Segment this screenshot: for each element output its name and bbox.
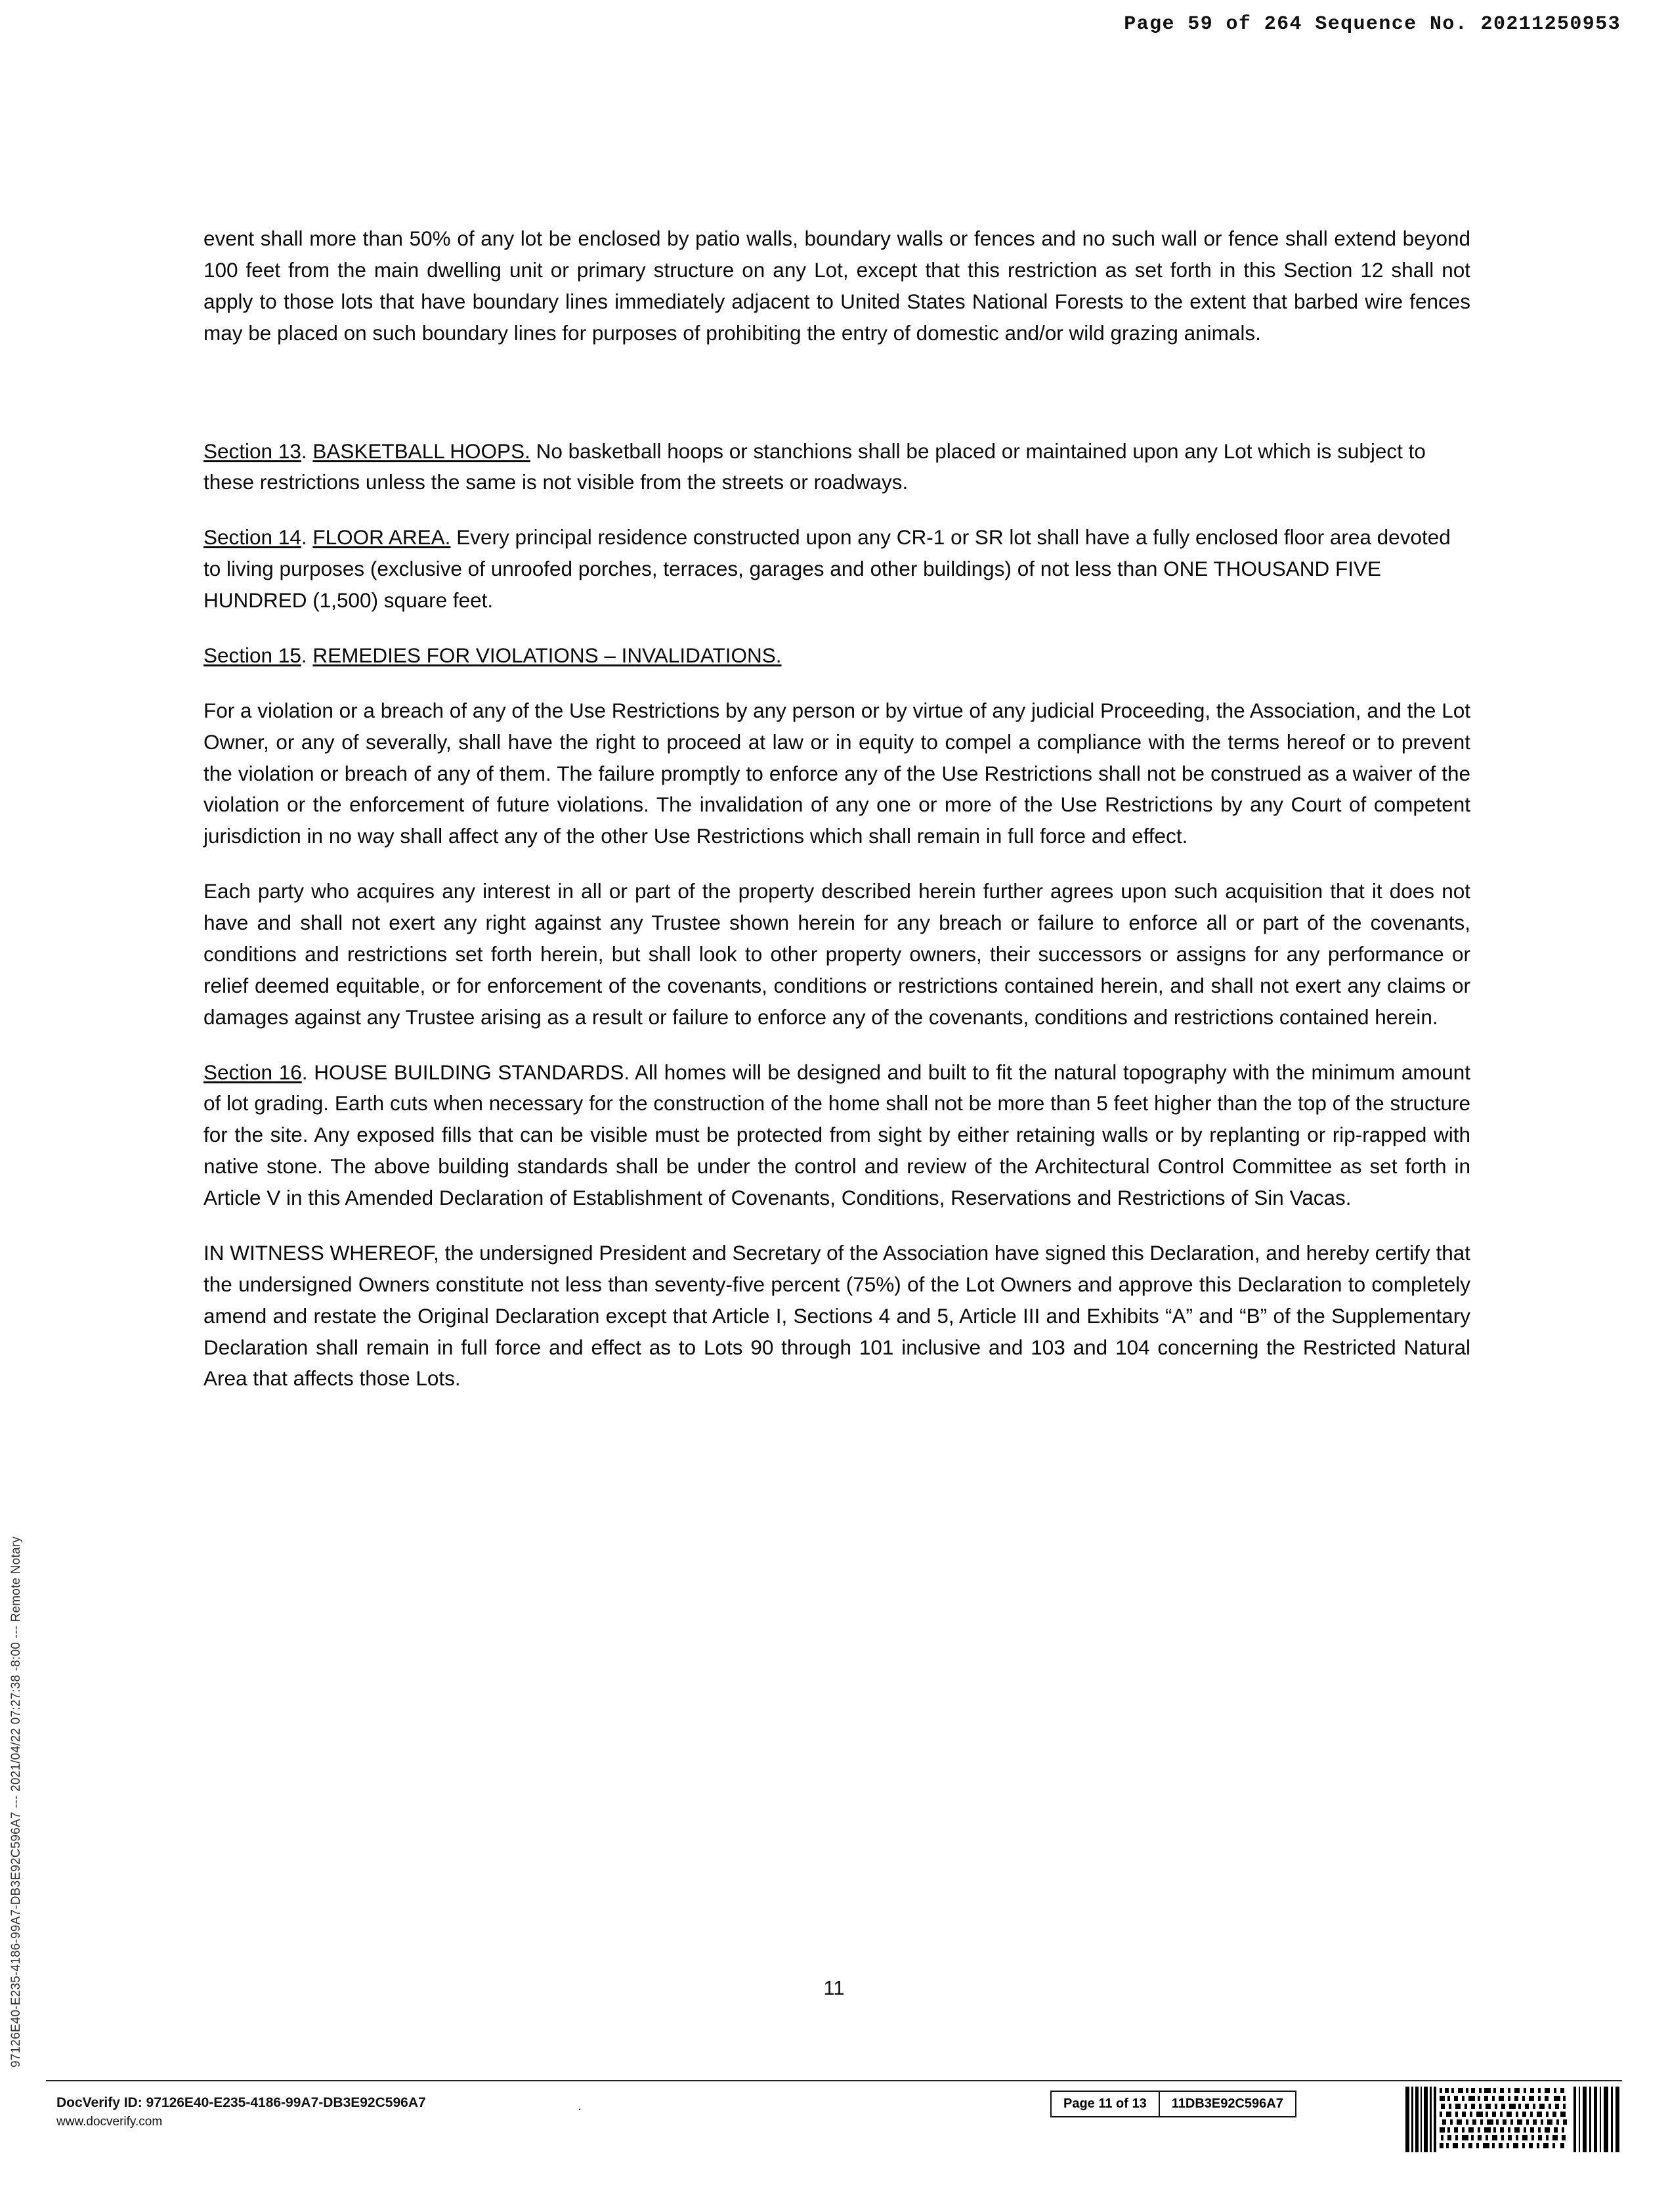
footer-dot: . [578, 2097, 582, 2114]
paragraph-each-party: Each party who acquires any interest in all or part of the property described herein further agrees upon such acquisition that it does not have and shall not exert any right against any Trustee shown herein for any breach or failure to enforce all or part of the covenants, conditions and restrictions set forth herein, but shall look to other property owners, their successors or assigns for any performance or relief deemed equitable, or for enforcement of the covenants, conditions or restrictions contained herein, and shall not exert any claims or damages against any Trustee arising as a result or failure to enforce any of the covenants, conditions and restrictions contained herein. [203, 879, 1470, 1029]
section-15-title: REMEDIES FOR VIOLATIONS – INVALIDATIONS. [312, 643, 782, 667]
remote-notary-side-stamp: 97126E40-E235-4186-99A7-DB3E92C596A7 --- 2021/04/22 07:27:38 -8:00 --- Remote Notary [9, 1536, 23, 2068]
docverify-id-block [56, 2093, 426, 2131]
section-14-text: Every principal residence constructed upon any CR-1 or SR lot shall have a fully enclosed floor area devoted to living purposes (exclusive of unroofed porches, terraces, garages and other buildings) of not less than ONE THOUSAND FIVE HUNDRED (1,500) square feet. [203, 525, 1451, 612]
document-body [203, 223, 1470, 1418]
section-13-number: Section 13 [203, 439, 301, 463]
footer-doc-code: 11DB3E92C596A7 [1160, 2091, 1296, 2117]
paragraph-witness: IN WITNESS WHEREOF, the undersigned President and Secretary of the Association have signed this Declaration, and hereby certify that the undersigned Owners constitute not less than seventy-five percent (75%) of the Lot Owners and approve this Declaration to completely amend and restate the Original Declaration except that Article I, Sections 4 and 5, Article III and Exhibits “A” and “B” of the Supplementary Declaration shall remain in full force and effect as to Lots 90 through 101 inclusive and 103 and 104 concerning the Restricted Natural Area that affects those Lots. [203, 1240, 1470, 1391]
section-14-number: Section 14 [203, 525, 301, 550]
paragraph-section-15-heading: Section 15. REMEDIES FOR VIOLATIONS – INVALIDATIONS. [203, 643, 782, 667]
paragraph-patio-walls: event shall more than 50% of any lot be enclosed by patio walls, boundary walls or fences and no such wall or fence shall extend beyond 100 feet from the main dwelling unit or primary structure on any Lot, except that this restriction as set forth in this Section 12 shall not apply to those lots that have boundary lines immediately adjacent to United States National Forests to the extent that barbed wire fences may be placed on such boundary lines for purposes of prohibiting the entry of domestic and/or wild grazing animals. [203, 227, 1470, 345]
paragraph-section-14: Section 14. FLOOR AREA. Every principal residence constructed upon any CR-1 or SR lot shall have a fully enclosed floor area devoted to living purposes (exclusive of unroofed porches, terraces, garages and other buildings) of not less than ONE THOUSAND FIVE HUNDRED (1,500) square feet. [203, 525, 1451, 612]
section-15-number: Section 15 [203, 643, 301, 667]
section-13-title: BASKETBALL HOOPS. [312, 439, 530, 463]
page-number: 11 [823, 1976, 845, 1999]
paragraph-violation: For a violation or a breach of any of the Use Restrictions by any person or by virtue of any judicial Proceeding, the Association, and the Lot Owner, or any of severally, shall have the right to proceed at law or in equity to compel a compliance with the terms hereof or to prevent the violation or breach of any of them. The failure promptly to enforce any of the Use Restrictions shall not be construed as a waiver of the violation or the enforcement of future violations. The invalidation of any one or more of the Use Restrictions by any Court of competent jurisdiction in no way shall affect any of the other Use Restrictions which shall remain in full force and effect. [203, 698, 1470, 848]
footer-page-of: Page 11 of 13 [1050, 2091, 1160, 2117]
docverify-website[interactable]: www.docverify.com [56, 2115, 163, 2129]
footer-page-boxes [1050, 2091, 1296, 2117]
paragraph-spacer [203, 373, 1470, 436]
section-16-title: HOUSE BUILDING STANDARDS. [314, 1060, 630, 1084]
section-16-number: Section 16 [203, 1060, 302, 1084]
paragraph-section-13: Section 13. BASKETBALL HOOPS. No basketball hoops or stanchions shall be placed or maintained upon any Lot which is subject to these restrictions unless the same is not visible from the streets or roadways. [203, 439, 1426, 494]
docverify-footer [46, 2088, 1622, 2160]
paragraph-section-16: Section 16. HOUSE BUILDING STANDARDS. All homes will be designed and built to fit the natural topography with the minimum amount of lot grading. Earth cuts when necessary for the construction of the home shall not be more than 5 feet higher than the top of the structure for the site. Any exposed fills that can be visible must be protected from sight by either retaining walls or by replanting or rip-rapped with native stone. The above building standards shall be under the control and review of the Architectural Control Committee as set forth in Article V in this Amended Declaration of Establishment of Covenants, Conditions, Reservations and Restrictions of Sin Vacas. [203, 1060, 1470, 1209]
barcode-2d-icon [1405, 2084, 1622, 2155]
section-13-text: No basketball hoops or stanchions shall be placed or maintained upon any Lot which is subject to these restrictions unless the same is not visible from the streets or roadways. [203, 439, 1426, 494]
footer-divider [46, 2080, 1622, 2081]
section-16-text: All homes will be designed and built to fit the natural topography with the minimum amount of lot grading. Earth cuts when necessary for the construction of the home shall not be more than 5 feet higher than the top of the structure for the site. Any exposed fills that can be visible must be protected from sight by either retaining walls or by replanting or rip-rapped with native stone. The above building standards shall be under the control and review of the Architectural Control Committee as set forth in Article V in this Amended Declaration of Establishment of Covenants, Conditions, Reservations and Restrictions of Sin Vacas. [203, 1060, 1470, 1209]
page-sequence-stamp: Page 59 of 264 Sequence No. 20211250953 [1124, 13, 1621, 35]
section-14-title: FLOOR AREA. [312, 525, 451, 550]
docverify-id: DocVerify ID: 97126E40-E235-4186-99A7-DB3E92C596A7 [56, 2095, 426, 2110]
